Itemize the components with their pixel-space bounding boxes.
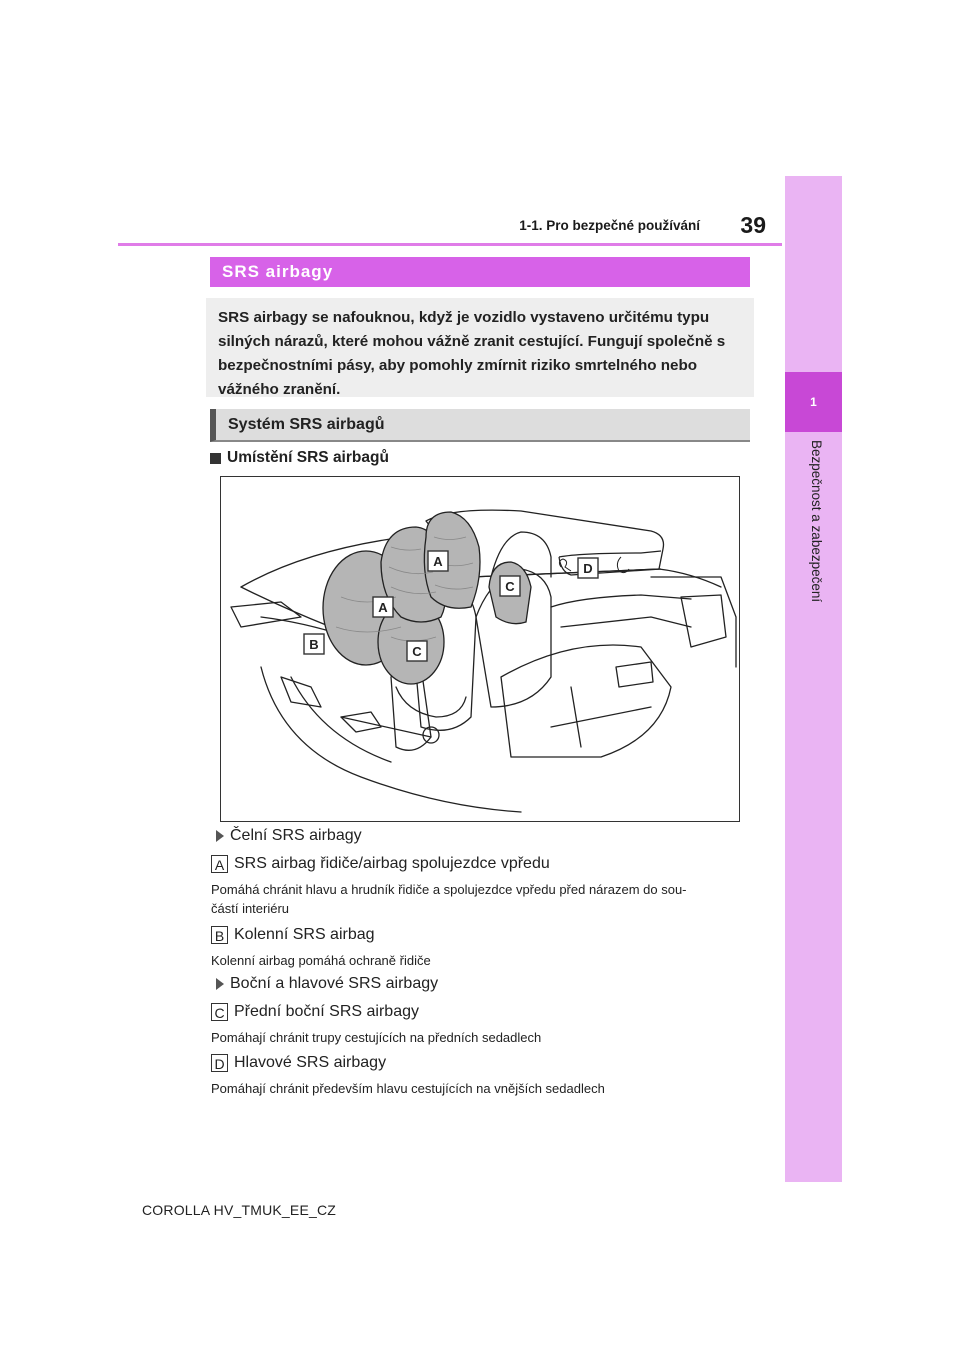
svg-text:D: D: [583, 561, 593, 576]
svg-text:A: A: [433, 554, 443, 569]
item-b-letter: B: [211, 926, 228, 944]
figure-label-d: [578, 558, 598, 578]
chapter-number-box[interactable]: 1: [785, 372, 842, 432]
item-b-description: Kolenní airbag pomáhá ochraně řidiče: [211, 953, 431, 968]
section-title: 1-1. Pro bezpečné používání: [519, 218, 700, 233]
square-bullet-icon: [210, 453, 221, 464]
item-c: [211, 1003, 419, 1021]
chapter-side-tab: [785, 176, 842, 1182]
chapter-label: Bezpečnost a zabezpečení: [809, 440, 824, 603]
item-d: [211, 1054, 386, 1072]
group-front-title: Čelní SRS airbagy: [230, 827, 362, 844]
airbag-location-figure: [220, 476, 740, 822]
item-b-title: Kolenní SRS airbag: [234, 926, 375, 943]
header-rule: [118, 243, 782, 246]
triangle-bullet-icon: [216, 830, 224, 842]
group-side-airbags: [216, 975, 438, 993]
item-a-description: Pomáhá chránit hlavu a hrudník řidiče a spolujezdce vpředu před nárazem do sou- částí interiéru: [211, 882, 687, 916]
item-a: [211, 855, 550, 873]
svg-text:C: C: [412, 644, 422, 659]
item-d-title: Hlavové SRS airbagy: [234, 1054, 387, 1071]
svg-text:C: C: [505, 579, 515, 594]
sub-header: Systém SRS airbagů: [210, 409, 750, 442]
svg-text:B: B: [309, 637, 319, 652]
page-number: 39: [740, 212, 766, 238]
item-d-description: Pomáhají chránit především hlavu cestujících na vnějších sedadlech: [211, 1081, 605, 1096]
intro-box: SRS airbagy se nafouknou, když je vozidlo vystaveno určitému typu silných nárazů, které mohou vážně zranit cestující. Fungují společně s bezpečnostními pásy, aby pomohly zmírnit riziko smrtelného nebo vážného zranění.: [206, 298, 754, 397]
item-a-title: SRS airbag řidiče/airbag spolujezdce vpředu: [234, 855, 550, 872]
item-c-description: Pomáhají chránit trupy cestujících na předních sedadlech: [211, 1030, 542, 1045]
svg-text:A: A: [378, 600, 388, 615]
section-banner: SRS airbagy: [210, 257, 750, 287]
item-c-letter: C: [211, 1003, 228, 1021]
item-a-letter: A: [211, 855, 228, 873]
group-front-airbags: [216, 827, 362, 845]
figure-label-c-left: [407, 641, 427, 661]
bullet-heading: [210, 449, 389, 467]
bullet-heading-text: Umístění SRS airbagů: [227, 449, 389, 466]
item-c-title: Přední boční SRS airbagy: [234, 1003, 419, 1020]
figure-label-a-bottom: [373, 597, 393, 617]
group-side-title: Boční a hlavové SRS airbagy: [230, 975, 439, 992]
item-b: [211, 926, 375, 944]
item-d-letter: D: [211, 1054, 228, 1072]
footer-model-code: COROLLA HV_TMUK_EE_CZ: [142, 1202, 337, 1218]
car-interior-illustration: [221, 477, 739, 821]
triangle-bullet-icon: [216, 978, 224, 990]
figure-label-a-top: [428, 551, 448, 571]
figure-label-c-right: [500, 576, 520, 596]
figure-label-b: [304, 634, 324, 654]
